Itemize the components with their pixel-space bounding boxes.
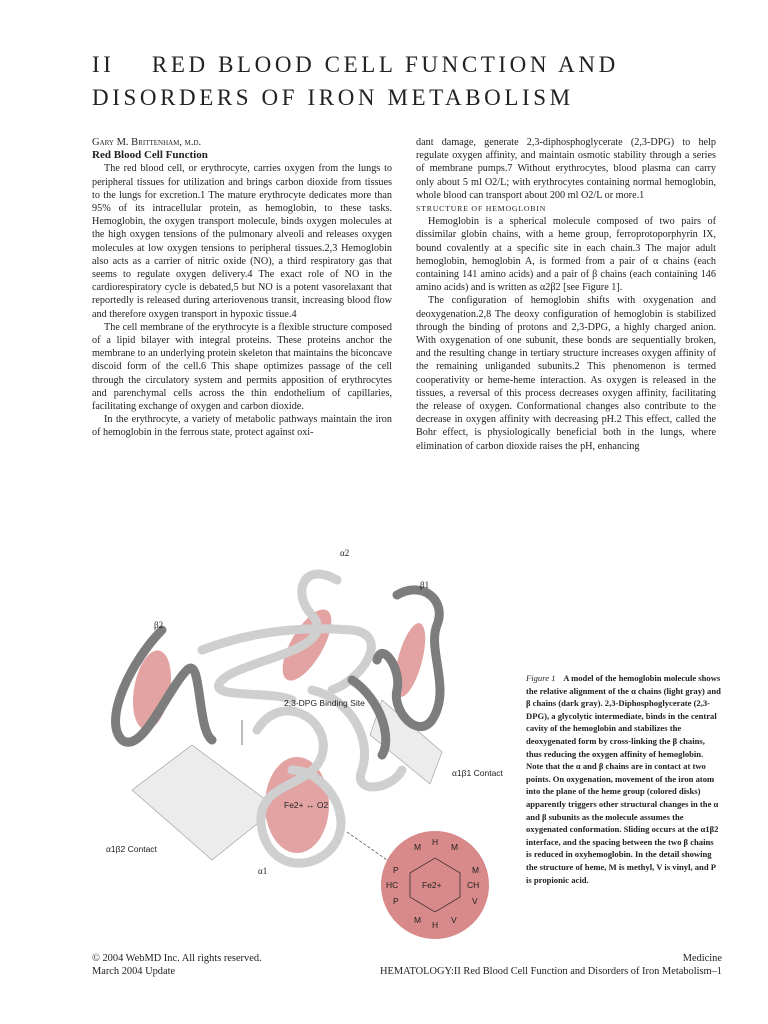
left-column	[92, 136, 392, 440]
heme-M: M	[414, 842, 422, 852]
heme-Fe: Fe2+	[422, 880, 442, 890]
right-column	[416, 136, 716, 453]
heme-HC: HC	[386, 880, 399, 890]
update-date: March 2004 Update	[92, 966, 176, 977]
a1b1-label: α1β1 Contact	[452, 768, 503, 778]
heme-P: P	[393, 896, 399, 906]
subheading: STRUCTURE OF HEMOGLOBIN	[416, 204, 547, 214]
author: Gary M. Brittenham, m.d.	[92, 137, 202, 148]
copyright: © 2004 WebMD Inc. All rights reserved.	[92, 953, 262, 964]
fe-o2-label: Fe2+ ↔ O2	[284, 800, 329, 810]
title-line-2: DISORDERS OF IRON METABOLISM	[92, 85, 574, 110]
heme-detail	[381, 831, 489, 939]
beta2-label: β2	[154, 620, 164, 630]
paragraph: The configuration of hemoglobin shifts with oxygenation and deoxygenation.2,8 The deoxy configuration of hemoglobin is stabilized through the binding of protons and 2,3-DPG, a highly charged anion. With oxygenation of one subunit, these bonds are sequentially broken, and the resulting change in tertiary structure increases oxygen affinity of the remaining unliganded subunits.2 This phenomenon is termed cooperativity or heme-heme interaction. As oxygen is released in the tissues, a reversal of this process decreases oxygen affinity, facilitating the release of oxygen. Conformational changes also contribute to the decrease in oxygen affinity with decreasing pH.2 This effect, called the Bohr effect, is physiologically beneficial both in the lungs, where elimination of carbon dioxide raises the pH, enhancing	[416, 295, 716, 452]
alpha2-label: α2	[340, 548, 350, 558]
section-heading: Red Blood Cell Function	[92, 149, 208, 162]
paragraph: Hemoglobin is a spherical molecule composed of two pairs of dissimilar globin chains, with a heme group, ferroprotoporphyrin IX, bound covalently at a specific site in each chain.3 The major adult hemoglobin, hemoglobin A, is formed from a pair of α chains (each containing 141 amino acids) and a pair of β chains (each containing 146 amino acids) and is written as α2β2 [see Figure 1].	[416, 216, 716, 294]
heme-M: M	[414, 915, 422, 925]
figure-caption	[526, 672, 721, 886]
heme-V: V	[451, 915, 457, 925]
a1b2-contact-plane	[132, 745, 277, 860]
title-line-1: II RED BLOOD CELL FUNCTION AND	[92, 52, 619, 77]
heme-CH: CH	[467, 880, 480, 890]
alpha1-label: α1	[258, 866, 268, 876]
footer-left	[92, 952, 262, 978]
dpg-label: 2,3-DPG Binding Site	[284, 698, 365, 708]
heme-H: H	[432, 920, 439, 930]
publication: Medicine	[682, 953, 722, 964]
paragraph: dant damage, generate 2,3-diphosphoglycerate (2,3-DPG) to help regulate oxygen affinity, and maintain osmotic stability through a series of membrane pumps.7 Without erythrocytes, blood plasma can carry only about 5 ml O2/L; with erythrocytes containing normal hemoglobin, whole blood can transport about 200 ml O2/L or more.1	[416, 137, 716, 201]
a1b2-label: α1β2 Contact	[106, 844, 157, 854]
chapter-title	[92, 48, 732, 114]
heme-H: H	[432, 837, 439, 847]
heme-P: P	[393, 865, 399, 875]
paragraph: In the erythrocyte, a variety of metabolic pathways maintain the iron of hemoglobin in the ferrous state, protect against oxi-	[92, 414, 392, 439]
paragraph: The cell membrane of the erythrocyte is a flexible structure composed of a lipid bilayer with integral proteins. These proteins anchor the membrane to an underlying protein skeleton that maintains the biconcave discoid form of the cell.6 This shape optimizes passage of the cell through the circulatory system and permits apposition of erythrocytes and parenchymal cells across the thin endothelium of capillaries, facilitating exchange of oxygen and carbon dioxide.	[92, 321, 392, 413]
hemoglobin-figure	[92, 540, 512, 950]
running-footer: HEMATOLOGY:II Red Blood Cell Function and Disorders of Iron Metabolism–1	[380, 966, 722, 977]
heme-V: V	[472, 896, 478, 906]
paragraph: The red blood cell, or erythrocyte, carries oxygen from the lungs to peripheral tissues for utilization and brings carbon dioxide from tissues to the lungs for excretion.1 The mature erythrocyte dedicates more than 95% of its intracellular protein, as hemoglobin, to these tasks. Hemoglobin, the oxygen transport molecule, binds oxygen molecules at the high oxygen tensions of the pulmonary alveoli and releases oxygen molecules at low oxygen tensions to peripheral tissues.2,3 Hemoglobin also acts as a carrier of nitric oxide (NO), a third respiratory gas that seems to regulate oxygen delivery.4 The exact role of NO in the cardiorespiratory cycle is debated,5 but NO is a potent vasorelaxant that reportedly is released during arteriovenous transit, increasing blood flow and therefore oxygen transport in hypoxic tissue.4	[92, 163, 392, 320]
caption-text: A model of the hemoglobin molecule shows the relative alignment of the α chains (light gray) and β chains (dark gray). 2,3-Diphosphoglycerate (2,3-DPG), a glycolytic intermediate, binds in the central cavity of the hemoglobin and stabilizes the deoxygenated form by cross-linking the β chains, thus reducing the oxygen affinity of hemoglobin. Note that the α and β chains are in contact at two points. On oxygenation, movement of the iron atom into the plane of the heme group (colored disks) apparently triggers other structural changes in the α and β subunits as the molecule assumes the oxygenated conformation. Sliding occurs at the α1β2 interface, and the spacing between the two β chains is reduced in oxyhemoglobin. In the detail showing the structure of heme, M is methyl, V is vinyl, and P is propionic acid.	[526, 673, 721, 885]
heme-M: M	[472, 865, 480, 875]
footer-right	[380, 952, 722, 978]
beta1-label: β1	[420, 580, 430, 590]
heme-M: M	[451, 842, 459, 852]
caption-label: Figure 1	[526, 673, 556, 683]
